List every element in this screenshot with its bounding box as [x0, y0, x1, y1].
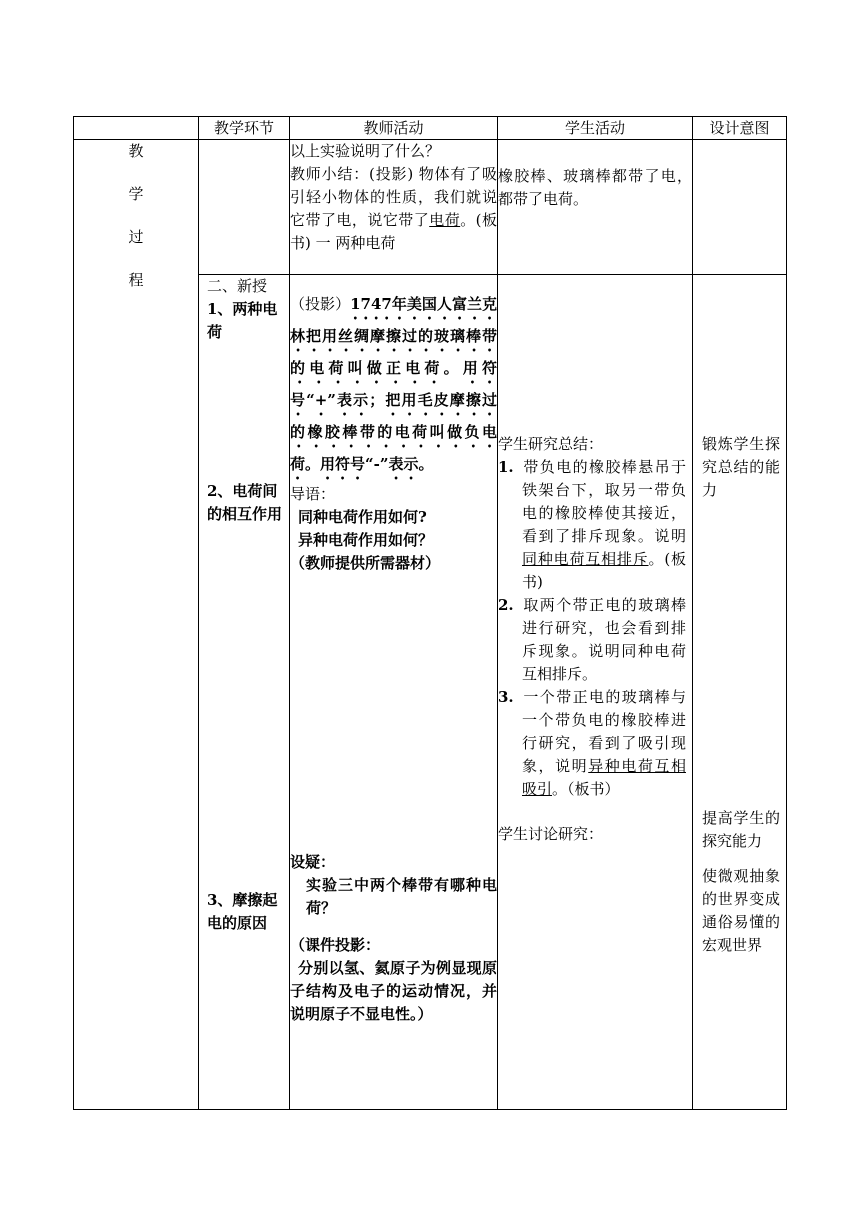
projection-text: 1747年美国人富兰克林把用丝绸摩擦过的玻璃棒带的电荷叫做正电荷。用符号“+”表示；把用毛皮摩擦过的橡胶棒带的电荷叫做负电荷。用符号“-”表示。 [290, 295, 497, 473]
teacher-question: 以上实验说明了什么？ [290, 142, 441, 160]
header-student-activity: 学生活动 [498, 117, 693, 140]
row2-teacher-cell [290, 275, 498, 1110]
stage-interaction: 2、电荷间的相互作用 [207, 482, 283, 523]
header-stage: 教学环节 [199, 117, 290, 140]
guide-note: （教师提供所需器材） [290, 554, 441, 572]
row2-student-cell [498, 275, 693, 1110]
discussion-label: 学生讨论研究： [498, 825, 604, 843]
stage-new-lesson: 二、新授 [207, 277, 268, 295]
side-label-char: 过 [128, 228, 144, 246]
teacher-projection [290, 291, 497, 483]
lesson-plan-table [73, 116, 787, 1110]
header-teacher-activity: 教师活动 [290, 117, 498, 140]
teacher-summary [290, 163, 497, 255]
row1-intent-cell [693, 140, 787, 275]
summary-item-3 [498, 686, 686, 801]
summary-item-2 [498, 594, 686, 686]
item-tail: 。(板书) [522, 550, 686, 591]
intent-summary-ability: 锻炼学生探究总结的能力 [702, 435, 780, 499]
item-tail: 。（板书） [552, 780, 620, 798]
side-label-cell [74, 140, 199, 1110]
item-number: 3. [498, 688, 514, 706]
row2-intent-cell [693, 275, 787, 1110]
row1-student-cell [498, 140, 693, 275]
teacher-summary-tail: 。(板书) 一 两种电荷 [290, 211, 497, 252]
guide-question-1: 同种电荷作用如何? [298, 508, 427, 526]
side-label-char: 学 [128, 185, 144, 203]
guide-title: 导语： [290, 485, 336, 503]
teacher-summary-text: 教师小结：(投影) 物体有了吸引轻小物体的性质，我们就说它带了电，说它带了 [290, 165, 497, 229]
intent-micro-to-macro: 使微观抽象的世界变成通俗易懂的宏观世界 [702, 867, 780, 954]
item-keyword: 异种电荷互相吸引 [522, 757, 686, 798]
student-answer: 橡胶棒、玻璃棒都带了电，都带了电荷。 [498, 167, 692, 208]
header-blank [74, 117, 199, 140]
row-summary [74, 140, 787, 275]
teacher-summary-keyword: 电荷 [429, 211, 461, 229]
item-text: 一个带正电的玻璃棒与一个带负电的橡胶棒进行研究，看到了吸引现象，说明 [522, 688, 686, 775]
item-keyword: 同种电荷互相排斥 [522, 550, 649, 568]
summary-title: 学生研究总结： [498, 435, 604, 453]
row1-stage-cell [199, 140, 290, 275]
row2-stage-cell [199, 275, 290, 1110]
stage-two-charges: 1、两种电荷 [207, 300, 278, 341]
item-number: 2. [498, 596, 514, 614]
stage-friction-cause: 3、摩擦起电的原因 [207, 891, 278, 932]
item-number: 1. [498, 458, 514, 476]
side-label-char: 教 [128, 142, 144, 160]
guide-question-2: 异种电荷作用如何？ [298, 531, 434, 549]
row1-teacher-cell [290, 140, 498, 275]
intent-inquiry-ability: 提高学生的探究能力 [702, 809, 780, 850]
item-text: 取两个带正电的玻璃棒进行研究，也会看到排斥现象。说明同种电荷互相排斥。 [522, 596, 686, 683]
courseware-text: 分别以氢、氦原子为例显现原子结构及电子的运动情况，并说明原子不显电性。） [290, 959, 497, 1023]
header-design-intent: 设计意图 [693, 117, 787, 140]
item-text: 带负电的橡胶棒悬吊于铁架台下，取另一带负电的橡胶棒使其接近，看到了排斥现象。说明 [522, 458, 686, 545]
header-row [74, 117, 787, 140]
projection-lead: （投影） [290, 295, 351, 313]
summary-item-1 [498, 456, 686, 594]
courseware-title: （课件投影： [290, 936, 381, 954]
question-title: 设疑： [290, 853, 336, 871]
question-text: 实验三中两个棒带有哪种电荷？ [306, 876, 497, 917]
side-label-char: 程 [128, 271, 144, 289]
